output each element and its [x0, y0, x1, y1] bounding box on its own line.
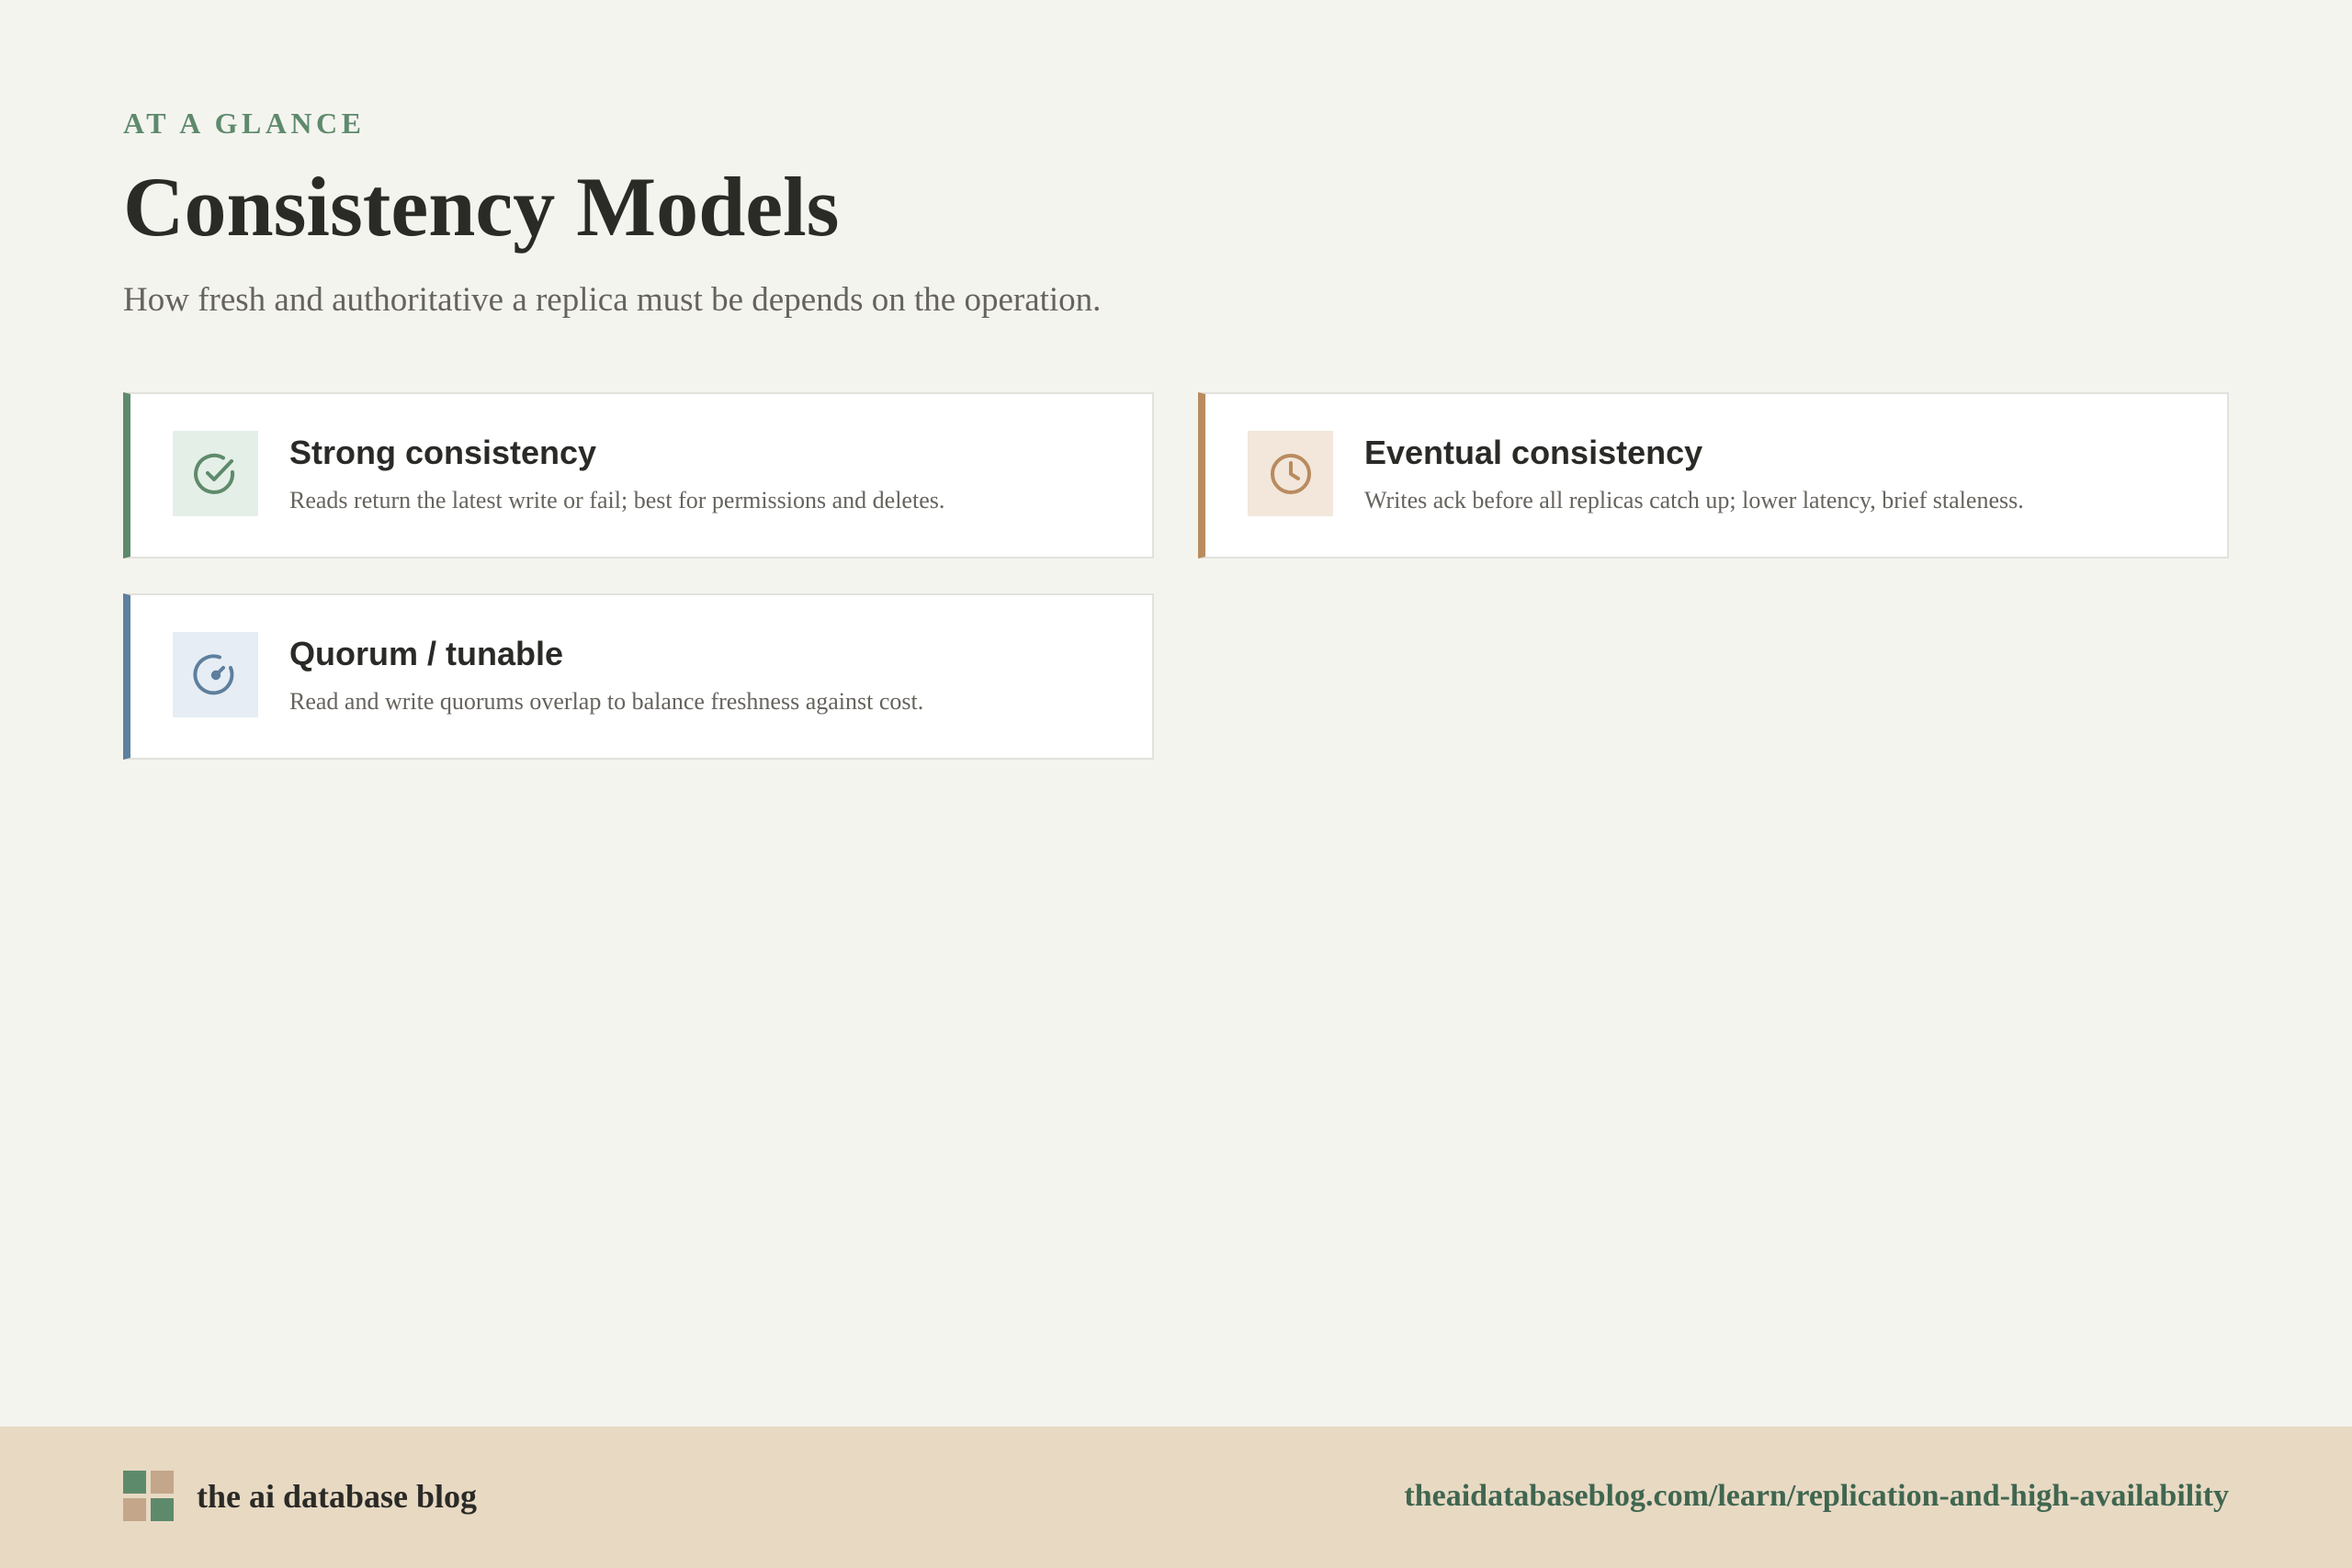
card-strong-consistency: [123, 392, 1154, 558]
card-description: Read and write quorums overlap to balance freshness against cost.: [289, 688, 924, 715]
card-quorum-tunable: [123, 593, 1154, 760]
footer-url[interactable]: theaidatabaseblog.com/learn/replication-and-high-availability: [1404, 1479, 2229, 1513]
card-title: Eventual consistency: [1364, 434, 1703, 471]
page-footer: [0, 1427, 2352, 1568]
card-grid: [123, 392, 2229, 760]
gauge-icon: [173, 632, 258, 717]
eyebrow-label: AT A GLANCE: [123, 107, 366, 140]
page-title: Consistency Models: [123, 160, 840, 254]
card-description: Writes ack before all replicas catch up; lower latency, brief staleness.: [1364, 487, 2024, 513]
clock-icon: [1248, 431, 1333, 516]
brand-name: the ai database blog: [197, 1478, 478, 1515]
card-title: Strong consistency: [289, 434, 597, 471]
card-title: Quorum / tunable: [289, 635, 564, 672]
page-subtitle: How fresh and authoritative a replica must be depends on the operation.: [123, 281, 1102, 319]
page-header: [123, 101, 2229, 323]
check-circle-icon: [173, 431, 258, 516]
brand-logo-icon: [123, 1471, 175, 1522]
card-eventual-consistency: [1198, 392, 2229, 558]
card-description: Reads return the latest write or fail; best for permissions and deletes.: [289, 487, 945, 513]
